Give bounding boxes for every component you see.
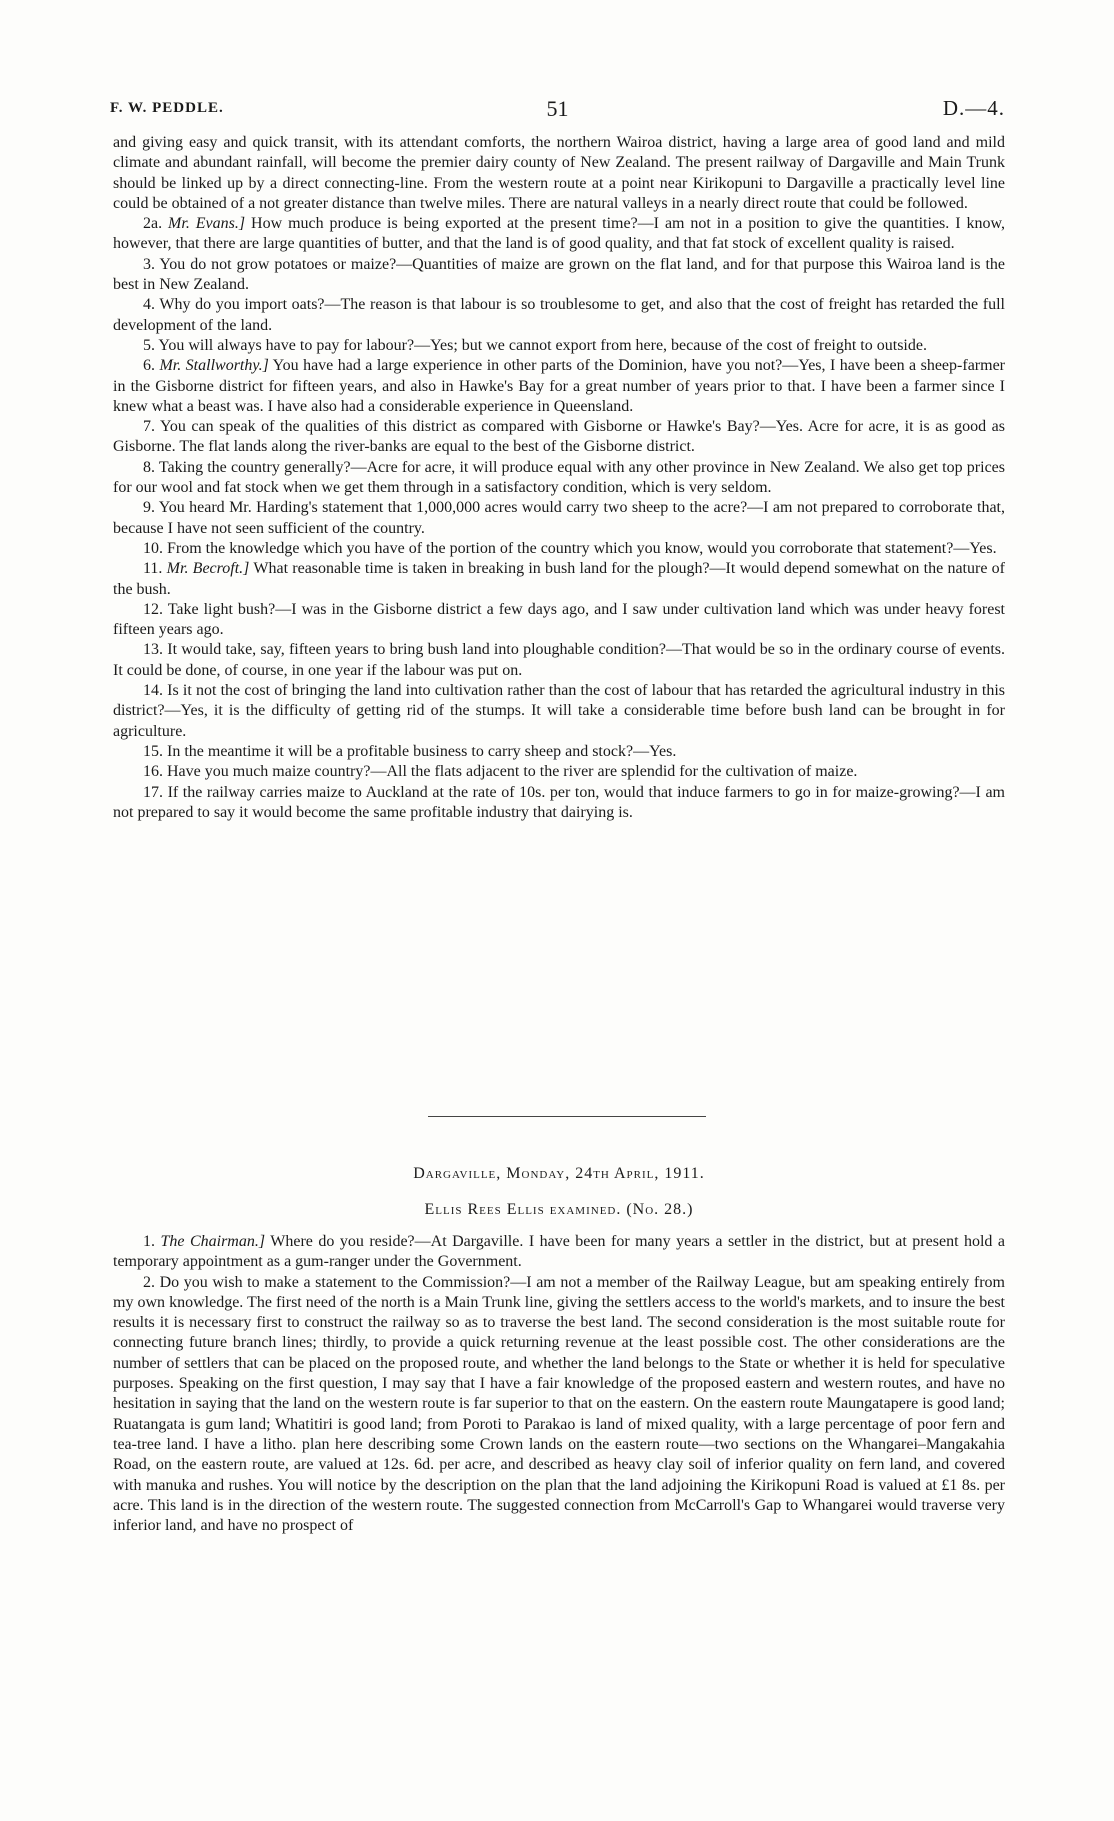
paragraph: 17. If the railway carries maize to Auckland at the rate of 10s. per ton, would that induce farmers to go in for maize-growing?—I am not prepared to say it would become the same profitable industry that dairying is. [113, 783, 1005, 821]
evidence-section-1 [113, 133, 1005, 823]
evidence-section-2 [113, 1232, 1005, 1536]
speaker-name: Mr. Evans.] [168, 215, 246, 233]
paragraph: 13. It would take, say, fifteen years to bring bush land into ploughable condition?—That would be so in the ordinary course of events. It could be done, of course, in one year if the labour was put on. [113, 641, 1005, 679]
paragraph: 12. Take light bush?—I was in the Gisborne district a few days ago, and I saw under cultivation land which was under heavy forest fifteen years ago. [113, 600, 1005, 639]
speaker-name: Mr. Stallworthy.] [159, 357, 269, 375]
paragraph: 16. Have you much maize country?—All the flats adjacent to the river are splendid for the cultivation of maize. [143, 763, 858, 781]
speaker-name: The Chairman.] [160, 1233, 266, 1250]
paragraph: 8. Taking the country generally?—Acre for acre, it will produce equal with any other province in New Zealand. We also get top prices for our wool and fat stock when we get them through in a satisfactory condition, which is very seldom. [113, 458, 1005, 497]
paragraph: 7. You can speak of the qualities of this district as compared with Gisborne or Hawke's Bay?—Yes. Acre for acre, it is as good as Gisborne. The flat lands along the river-banks are equal to the best of the Gisborne district. [113, 418, 1005, 456]
paragraph: 5. You will always have to pay for labour?—Yes; but we cannot export from here, because of the cost of freight to outside. [143, 336, 927, 354]
paragraph: 1. The Chairman.] Where do you reside?—At Dargaville. I have been for many years a settler in the district, but at present hold a temporary appointment as a gum-ranger under the Government. [113, 1233, 1006, 1271]
paragraph: 3. You do not grow potatoes or maize?—Quantities of maize are grown on the flat land, and for that purpose this Wairoa land is the best in New Zealand. [113, 255, 1005, 294]
page-number: 51 [546, 96, 569, 121]
paragraph: 2a. Mr. Evans.] How much produce is being exported at the present time?—I am not in a position to give the quantities. I know, however, that there are large quantities of butter, and that the land is of good quality, and that fat stock of excellent quality is raised. [113, 215, 1005, 253]
paragraph: 4. Why do you import oats?—The reason is that labour is so troublesome to get, and also that the cost of freight has retarded the full development of the land. [113, 296, 1005, 334]
paragraph: 2. Do you wish to make a statement to the Commission?—I am not a member of the Railway League, but am speaking entirely from my own knowledge. The first need of the north is a Main Trunk line, giving the settlers access to the world's markets, and to insure the best results it is necessary first to construct the railway so as to traverse the best land. The second consideration is the most suitable route for connecting future branch lines; thirdly, to provide a quick returning revenue at the least possible cost. The other considerations are the number of settlers that can be placed on the proposed route, and whether the land belongs to the State or whether it is held for speculative purposes. Speaking on the first question, I may say that I have a fair knowledge of the proposed eastern and western routes, and have no hesitation in saying that the land on the western route is far superior to that on the eastern. On the eastern route Maungatapere is good land; Ruatangata is gum land; Whatitiri is good land; from Poroti to Parakao is land of mixed quality, with a large percentage of poor fern and tea-tree land. I have a litho. plan here describing some Crown lands on the eastern route—two sections on the Whangarei–Mangakahia Road, on the eastern route, are valued at 12s. 6d. per acre, and described as heavy clay soil of inferior quality on fern land, and covered with manuka and rushes. You will notice by the description on the plan that the land adjoining the Kirikopuni Road is valued at £1 8s. per acre. This land is in the direction of the western route. The suggested connection from McCarroll's Gap to Whangarei would traverse very inferior land, and have no prospect of [113, 1273, 1005, 1535]
speaker-name: Mr. Becroft.] [166, 560, 250, 578]
paragraph: 6. Mr. Stallworthy.] You have had a large experience in other parts of the Dominion, have you not?—Yes, I have been a sheep-farmer in the Gisborne district for fifteen years, and also in Hawke's Bay for a great number of years prior to that. I have been a farmer since I knew what a beast was. I have also had a considerable experience in Queensland. [113, 357, 1005, 415]
paragraph: 14. Is it not the cost of bringing the land into cultivation rather than the cost of labour that has retarded the agricultural industry in this district?—Yes, it is the difficulty of getting rid of the stumps. It will take a considerable time before bush land can be brought in for agriculture. [113, 682, 1005, 740]
paragraph: and giving easy and quick transit, with its attendant comforts, the northern Wairoa district, having a large area of good land and mild climate and abundant rainfall, will become the premier dairy county of New Zealand. The present railway of Dargaville and Main Trunk should be linked up by a direct connecting-line. From the western route at a point near Kirikopuni to Dargaville a practically level line could be obtained of a not greater distance than twelve miles. There are natural valleys in a nearly direct route that could be followed. [113, 134, 1005, 212]
paragraph: 9. You heard Mr. Harding's statement that 1,000,000 acres would carry two sheep to the acre?—I am not prepared to corroborate that, because I have not seen sufficient of the country. [113, 499, 1005, 537]
header-author: F. W. PEDDLE. [110, 100, 224, 116]
paragraph: 11. Mr. Becroft.] What reasonable time is taken in breaking in bush land for the plough?—It would depend somewhat on the nature of the bush. [113, 560, 1005, 598]
paragraph: 15. In the meantime it will be a profitable business to carry sheep and stock?—Yes. [143, 742, 677, 760]
page-header [110, 96, 1005, 124]
witness-heading: Ellis Rees Ellis examined. (No. 28.) [424, 1201, 694, 1218]
paragraph: 10. From the knowledge which you have of the portion of the country which you know, would you corroborate that statement?—Yes. [143, 539, 997, 557]
section-dateline: Dargaville, Monday, 24th April, 1911. [413, 1165, 705, 1182]
section-divider [428, 1116, 706, 1117]
document-reference: D.—4. [942, 96, 1005, 120]
